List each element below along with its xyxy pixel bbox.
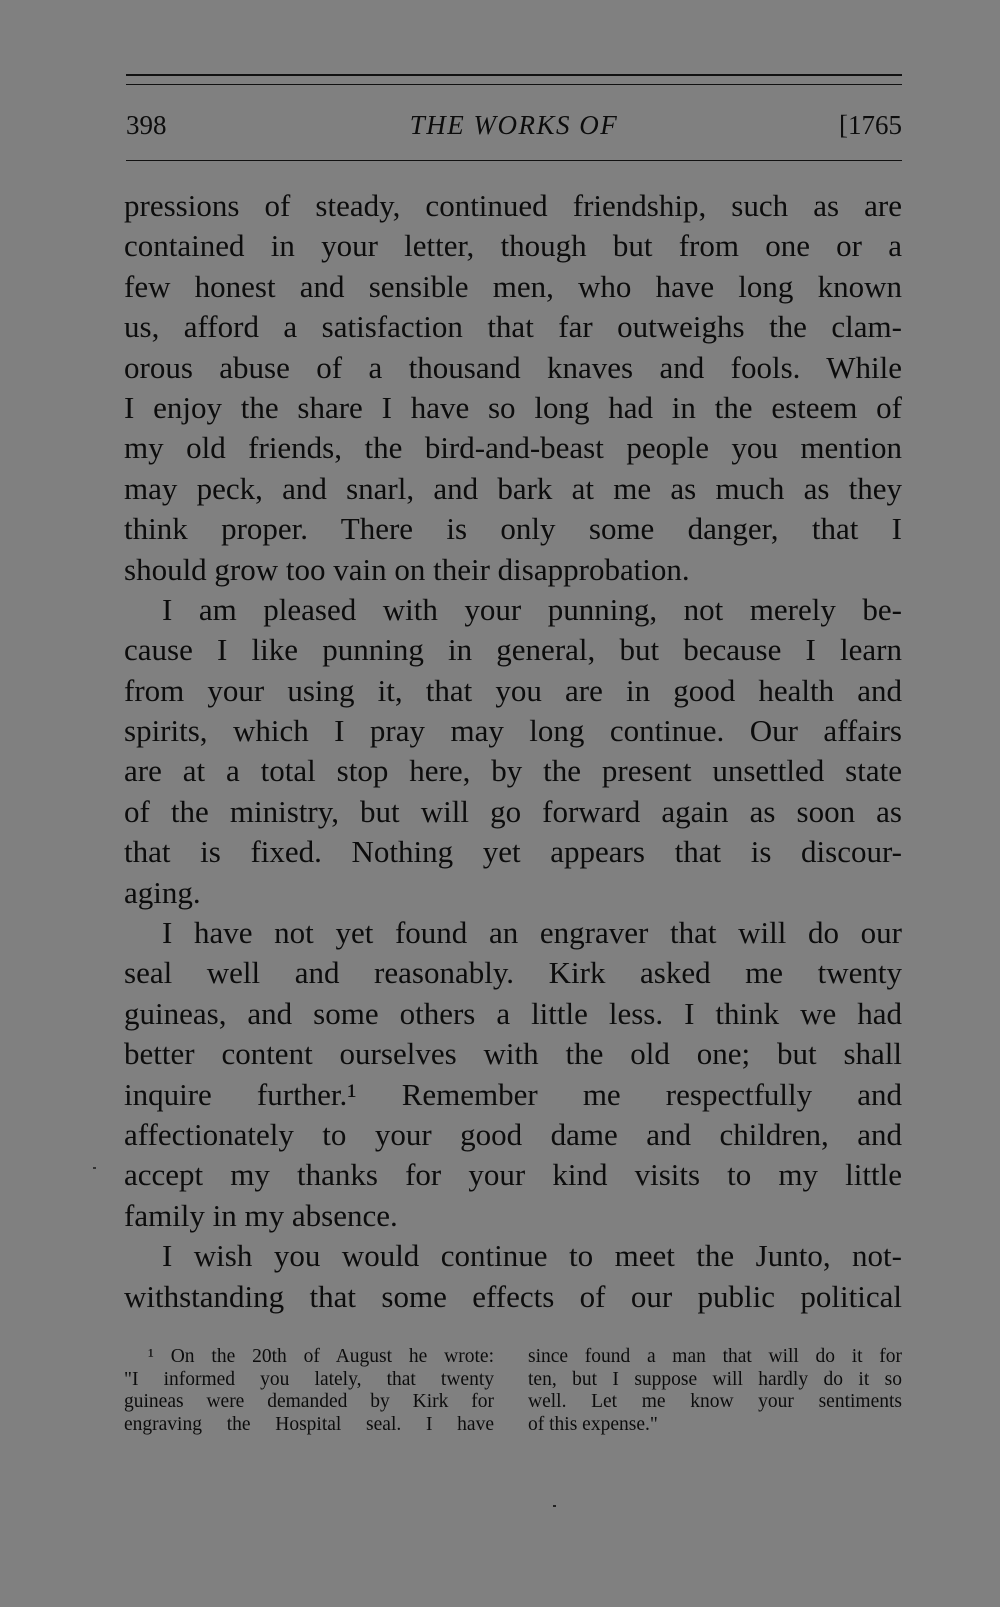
body-line: from your using it, that you are in good health and <box>124 672 902 708</box>
body-line: I am pleased with your punning, not merely be- <box>162 591 902 627</box>
top-double-rule-upper <box>126 74 902 76</box>
print-speck <box>93 1167 96 1169</box>
body-line: guineas, and some others a little less. I think we had <box>124 995 902 1031</box>
body-line: accept my thanks for your kind visits to my little <box>124 1157 902 1193</box>
body-line: I wish you would continue to meet the Junto, not- <box>162 1238 902 1274</box>
body-line: spirits, which I pray may long continue. Our affairs <box>124 713 902 749</box>
footnote-line: well. Let me know your sentiments <box>528 1391 902 1412</box>
footnote-column-left <box>124 1346 494 1436</box>
body-line: are at a total stop here, by the present unsettled state <box>124 753 902 789</box>
body-line: of the ministry, but will go forward again as soon as <box>124 793 902 829</box>
body-line: that is fixed. Nothing yet appears that is discour- <box>124 834 902 870</box>
footnote-column-right <box>528 1346 902 1436</box>
body-line: cause I like punning in general, but because I learn <box>124 632 902 668</box>
footnote-line: engraving the Hospital seal. I have <box>124 1413 494 1435</box>
running-title: THE WORKS OF <box>409 110 619 140</box>
body-line: think proper. There is only some danger, that I <box>124 511 902 547</box>
header-rule <box>126 160 902 161</box>
body-line: us, afford a satisfaction that far outweighs the clam- <box>124 309 902 345</box>
body-line: I have not yet found an engraver that will do our <box>162 915 902 951</box>
print-speck <box>553 1505 556 1507</box>
header-year: [1765 <box>839 110 902 140</box>
footnote-line: ten, but I suppose will hardly do it so <box>528 1368 902 1390</box>
footnote-line: ¹ On the 20th of August he wrote: <box>148 1346 494 1367</box>
body-line: few honest and sensible men, who have long known <box>124 268 902 304</box>
footnote-line: "I informed you lately, that twenty <box>124 1368 494 1390</box>
footnote-line: of this expense." <box>528 1413 658 1435</box>
body-line: pressions of steady, continued friendship, such as are <box>124 188 902 223</box>
running-header <box>126 110 902 144</box>
body-text <box>124 186 902 1317</box>
body-line: family in my absence. <box>124 1197 398 1233</box>
body-line: my old friends, the bird-and-beast people you mention <box>124 430 902 466</box>
top-double-rule-lower <box>126 84 902 85</box>
body-line: I enjoy the share I have so long had in the esteem of <box>124 389 902 425</box>
body-line: contained in your letter, though but from one or a <box>124 228 902 264</box>
body-line: aging. <box>124 874 201 910</box>
body-line: withstanding that some effects of our public political <box>124 1278 902 1314</box>
body-line: orous abuse of a thousand knaves and fools. While <box>124 349 902 385</box>
body-line: inquire further.¹ Remember me respectfully and <box>124 1076 902 1112</box>
body-line: affectionately to your good dame and children, and <box>124 1116 902 1152</box>
page-number: 398 <box>126 110 167 140</box>
body-line: better content ourselves with the old one; but shall <box>124 1036 902 1072</box>
body-line: seal well and reasonably. Kirk asked me twenty <box>124 955 902 991</box>
body-line: should grow too vain on their disapprobation. <box>124 551 690 587</box>
footnote-line: guineas were demanded by Kirk for <box>124 1391 494 1412</box>
body-line: may peck, and snarl, and bark at me as much as they <box>124 470 902 506</box>
footnote-line: since found a man that will do it for <box>528 1346 902 1367</box>
